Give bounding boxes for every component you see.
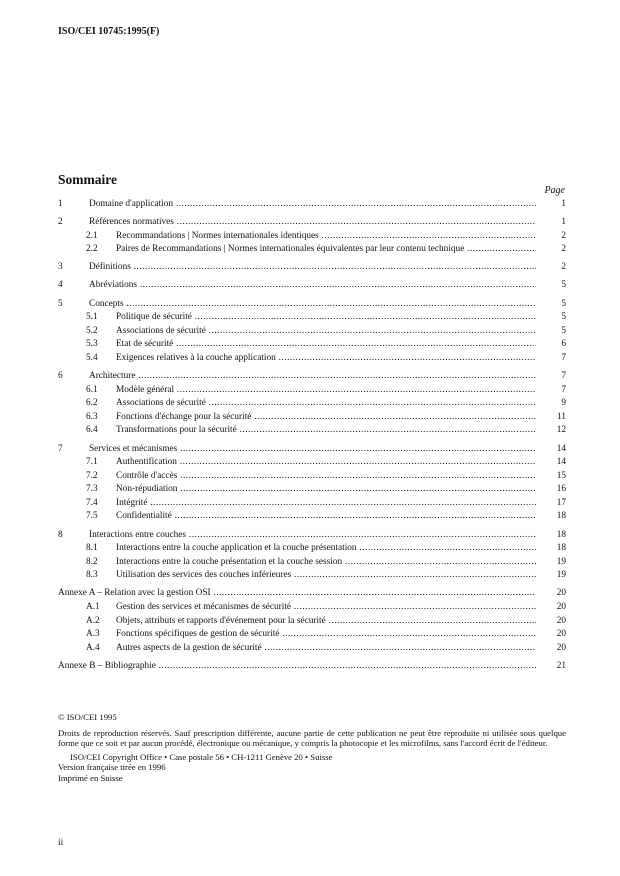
toc-entry-label: Interactions entre la couche application et la couche présentation ..... xyxy=(116,542,536,556)
toc-entry-label: Gestion des services et mécanismes de sécurité ..... xyxy=(116,601,536,615)
toc-entry-page: 18 xyxy=(556,543,566,554)
toc-entry-number: 7.4 xyxy=(86,497,98,508)
toc-entry-number: A.2 xyxy=(86,615,100,626)
document-id: ISO/CEI 10745:1995(F) xyxy=(58,26,160,37)
toc-entry-page: 19 xyxy=(556,556,566,567)
toc-entry-page: 11 xyxy=(557,411,566,422)
toc-entry-label: Architecture ..... xyxy=(89,370,536,384)
toc-entry-label: Politique de sécurité ..... xyxy=(116,311,536,325)
toc-entry-page: 5 xyxy=(561,312,566,323)
toc-entry xyxy=(58,569,566,583)
toc-entry xyxy=(58,497,566,511)
toc-entry-number: 7.2 xyxy=(86,470,98,481)
toc-entry-label: Utilisation des services des couches inférieures ..... xyxy=(116,569,536,583)
toc-entry-number: 8.3 xyxy=(86,570,98,581)
printed-note: Imprimé en Suisse xyxy=(58,772,123,783)
toc-entry-page: 1 xyxy=(561,217,566,228)
toc-entry xyxy=(58,542,566,556)
toc-entry-number: 7.5 xyxy=(86,511,98,522)
toc-entry xyxy=(58,338,566,352)
toc-entry-page: 5 xyxy=(561,280,566,291)
toc-entry-label: Abréviations ..... xyxy=(89,279,536,293)
toc-entry-page: 5 xyxy=(561,298,566,309)
toc-entry-number: 6.1 xyxy=(86,384,98,395)
toc-entry-number: A.3 xyxy=(86,629,100,640)
toc-entry-label: Annexe A – Relation avec la gestion OSI ..... xyxy=(58,587,536,601)
toc-entry-page: 15 xyxy=(556,470,566,481)
toc-entry xyxy=(58,601,566,615)
toc-entry-page: 12 xyxy=(556,425,566,436)
toc-entry-label: Associations de sécurité ..... xyxy=(116,325,536,339)
toc-entry-label: Interactions entre couches ..... xyxy=(89,529,536,543)
toc-entry xyxy=(58,311,566,325)
toc-entry-page: 2 xyxy=(561,262,566,273)
toc-entry xyxy=(58,510,566,524)
toc-entry xyxy=(58,198,566,212)
toc-entry-number: 5.2 xyxy=(86,325,98,336)
toc-entry-label: Authentification ..... xyxy=(116,456,536,470)
version-note: Version française tirée en 1996 xyxy=(58,762,166,773)
toc-entry-page: 20 xyxy=(556,629,566,640)
toc-entry-number: 8.1 xyxy=(86,543,98,554)
toc-entry-label: Paires de Recommandations | Normes internationales équivalentes par leur contenu technique ..... xyxy=(116,243,536,257)
toc-entry-number: 6.3 xyxy=(86,411,98,422)
toc-entry-number: 8 xyxy=(58,529,63,540)
toc-entry-page: 7 xyxy=(561,384,566,395)
toc-entry-label: Annexe B – Bibliographie ..... xyxy=(58,660,536,674)
toc-entry xyxy=(58,660,566,674)
toc-entry-label: Modèle général ..... xyxy=(116,384,536,398)
toc-entry-page: 2 xyxy=(561,230,566,241)
toc-entry xyxy=(58,615,566,629)
copyright-office: ISO/CEI Copyright Office • Case postale 56 • CH-1211 Genève 20 • Suisse xyxy=(70,751,333,762)
page-number: ii xyxy=(58,838,64,848)
toc-entry-page: 7 xyxy=(561,371,566,382)
toc-entry-page: 14 xyxy=(556,443,566,454)
toc-entry-number: 5.3 xyxy=(86,339,98,350)
toc-entry-page: 20 xyxy=(556,602,566,613)
toc-entry-page: 14 xyxy=(556,457,566,468)
copyright-rights: Droits de reproduction réservés. Sauf prescription différente, aucune partie de cette publication ne peut être reproduite ni utilisée sous quelque forme que ce soit et par aucun procédé, électronique ou mécanique, y compris la photocopie et les microfilms, sans l'accord écrit de l'éditeur. xyxy=(58,727,566,749)
toc-entry xyxy=(58,628,566,642)
copyright-notice: © ISO/CEI 1995 xyxy=(58,712,117,722)
toc-entry-number: 2.1 xyxy=(86,230,98,241)
toc-entry xyxy=(58,325,566,339)
toc-entry xyxy=(58,384,566,398)
toc-entry xyxy=(58,411,566,425)
toc-entry-number: 1 xyxy=(58,199,63,209)
toc-entry-page: 2 xyxy=(561,244,566,255)
toc-entry-number: 5 xyxy=(58,298,63,309)
toc-entry-page: 18 xyxy=(556,511,566,522)
page-column-heading: Page xyxy=(544,185,565,196)
toc-entry-page: 21 xyxy=(556,660,566,671)
toc-entry-label: Interactions entre la couche présentation et la couche session ..... xyxy=(116,556,536,570)
toc-entry-page: 20 xyxy=(556,588,566,599)
toc-entry xyxy=(58,556,566,570)
toc-entry-page: 1 xyxy=(561,199,566,209)
toc-entry-number: 7 xyxy=(58,443,63,454)
toc-entry-number: A.1 xyxy=(86,602,100,613)
toc-entry-page: 20 xyxy=(556,615,566,626)
toc-entry-number: 6 xyxy=(58,371,63,382)
toc-entry-label: Définitions ..... xyxy=(89,261,536,275)
toc-entry xyxy=(58,642,566,656)
toc-entry-label: Objets, attributs et rapports d'événement pour la sécurité ..... xyxy=(116,615,536,629)
toc-entry-label: Recommandations | Normes internationales identiques ..... xyxy=(116,230,536,244)
toc-entry-label: Associations de sécurité ..... xyxy=(116,397,536,411)
toc-entry-label: Contrôle d'accès ..... xyxy=(116,470,536,484)
toc-entry-page: 7 xyxy=(561,352,566,363)
toc-entry xyxy=(58,443,566,457)
toc-entry xyxy=(58,483,566,497)
page-title: Sommaire xyxy=(58,172,117,187)
toc-entry-page: 18 xyxy=(556,529,566,540)
toc-entry-page: 6 xyxy=(561,339,566,350)
toc-entry-page: 5 xyxy=(561,325,566,336)
toc-entry-number: 8.2 xyxy=(86,556,98,567)
toc-entry-number: 4 xyxy=(58,280,63,291)
toc-entry-number: 3 xyxy=(58,262,63,273)
toc-entry-page: 19 xyxy=(556,570,566,581)
toc-entry xyxy=(58,243,566,257)
toc-entry-number: 6.2 xyxy=(86,398,98,409)
toc-entry-label: Transformations pour la sécurité ..... xyxy=(116,424,536,438)
toc-entry xyxy=(58,370,566,384)
toc-entry-number: 5.1 xyxy=(86,312,98,323)
toc-entry xyxy=(58,397,566,411)
toc-entry-number: 5.4 xyxy=(86,352,98,363)
toc-entry xyxy=(58,298,566,312)
toc-entry xyxy=(58,470,566,484)
toc-entry-number: 2.2 xyxy=(86,244,98,255)
toc-entry-number: 7.1 xyxy=(86,457,98,468)
toc-entry xyxy=(58,352,566,366)
toc-entry-label: Exigences relatives à la couche application ..... xyxy=(116,352,536,366)
toc-entry-label: Concepts ..... xyxy=(89,298,536,312)
toc-entry-label: Non-répudiation ..... xyxy=(116,483,536,497)
toc-entry-label: Domaine d'application ..... xyxy=(89,198,536,212)
toc-entry-label: Intégrité ..... xyxy=(116,497,536,511)
toc-entry xyxy=(58,230,566,244)
toc-entry-label: Autres aspects de la gestion de sécurité ..... xyxy=(116,642,536,656)
toc-entry-number: 7.3 xyxy=(86,484,98,495)
toc-entry xyxy=(58,261,566,275)
toc-entry xyxy=(58,424,566,438)
toc-entry-label: Services et mécanismes ..... xyxy=(89,443,536,457)
toc-entry xyxy=(58,587,566,601)
copyright-block xyxy=(58,712,566,784)
toc-entry-number: 6.4 xyxy=(86,425,98,436)
toc-entry-label: Confidentialité ..... xyxy=(116,510,536,524)
toc-entry xyxy=(58,456,566,470)
toc-entry-label: Etat de sécurité ..... xyxy=(116,338,536,352)
toc-entry-label: Références normatives ..... xyxy=(89,216,536,230)
table-of-contents xyxy=(58,198,566,674)
toc-entry-page: 16 xyxy=(556,484,566,495)
toc-entry-number: 2 xyxy=(58,217,63,228)
toc-entry-page: 17 xyxy=(556,497,566,508)
toc-entry-label: Fonctions d'échange pour la sécurité ..... xyxy=(116,411,536,425)
toc-entry-number: A.4 xyxy=(86,642,100,653)
toc-entry-page: 9 xyxy=(561,398,566,409)
toc-entry xyxy=(58,529,566,543)
toc-entry-label: Fonctions spécifiques de gestion de sécurité ..... xyxy=(116,628,536,642)
toc-entry-page: 20 xyxy=(556,642,566,653)
toc-entry xyxy=(58,216,566,230)
toc-entry xyxy=(58,279,566,293)
